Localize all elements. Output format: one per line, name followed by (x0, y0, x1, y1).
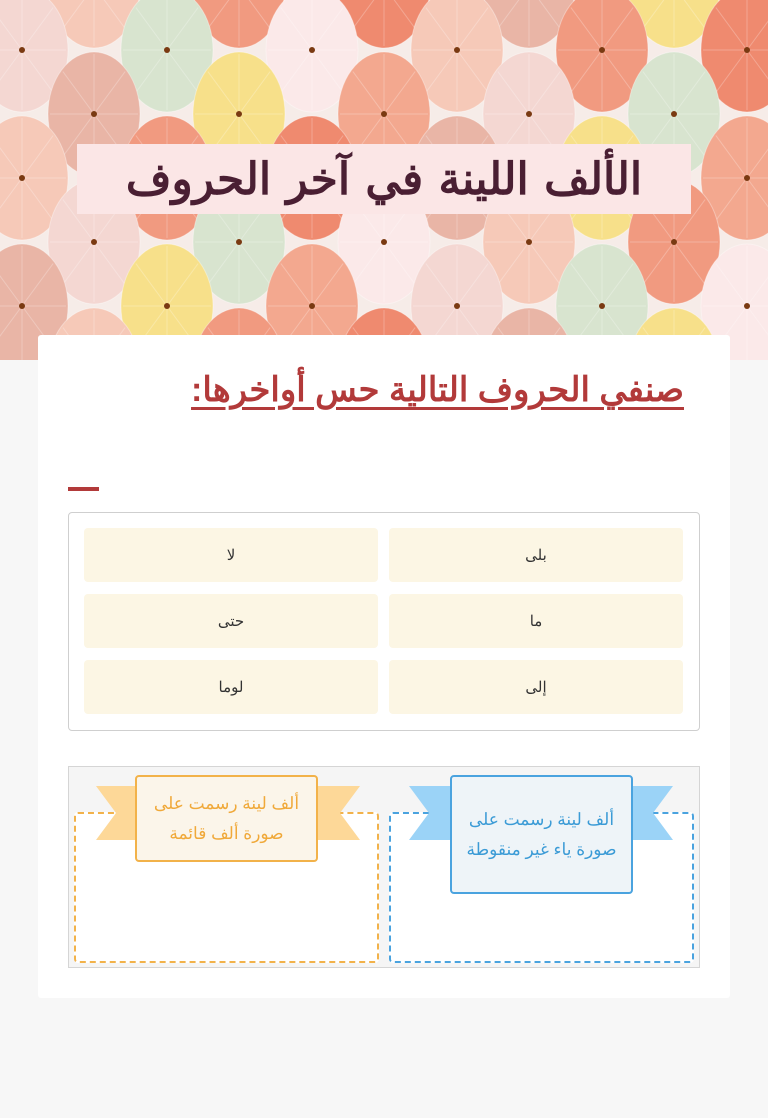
word-bank (68, 512, 700, 731)
page-title: الألف اللينة في آخر الحروف (125, 153, 643, 205)
category-label-yaa: ألف لينة رسمت على صورة ياء غير منقوطة (450, 775, 633, 894)
word-chip[interactable]: بلى (389, 528, 683, 582)
drop-area (68, 766, 700, 968)
word-chip[interactable]: لوما (84, 660, 378, 714)
hero-banner (0, 0, 768, 360)
word-chip[interactable]: ما (389, 594, 683, 648)
title-box (77, 144, 691, 214)
word-chip[interactable]: لا (84, 528, 378, 582)
question-text (68, 370, 684, 410)
question-underline-dash (68, 487, 99, 491)
question-label: صنفي الحروف التالية حس أواخرها: (191, 371, 684, 409)
word-chip[interactable]: حتى (84, 594, 378, 648)
category-label-alif: ألف لينة رسمت على صورة ألف قائمة (135, 775, 318, 862)
word-chip[interactable]: إلى (389, 660, 683, 714)
